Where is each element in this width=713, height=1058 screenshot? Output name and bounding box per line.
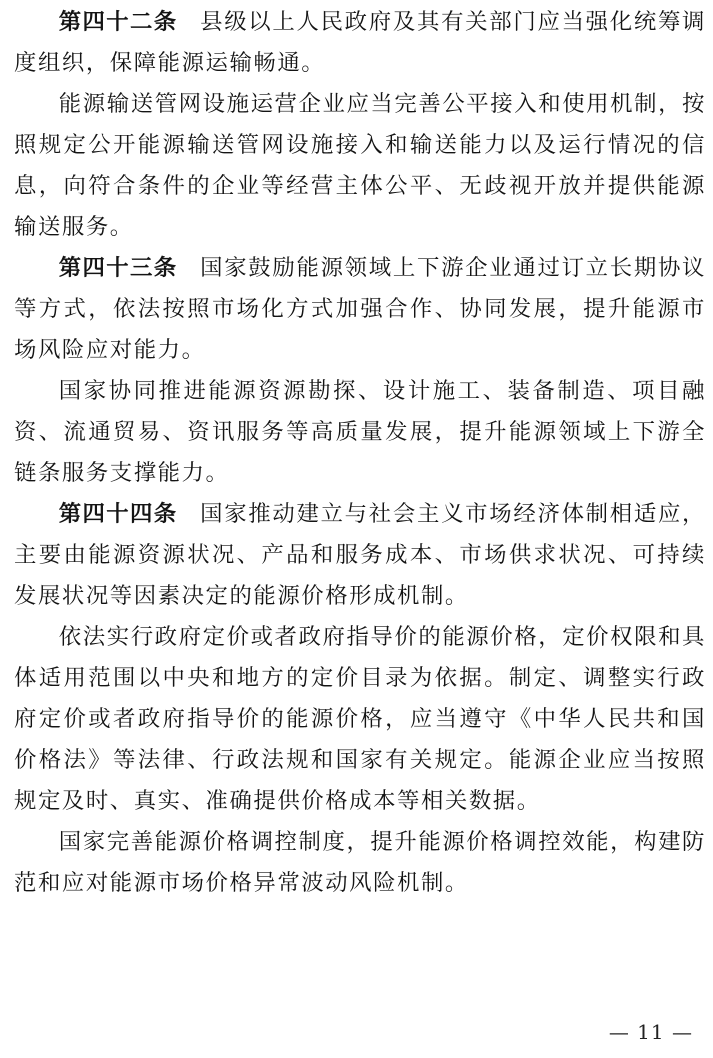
paragraph-text: 依法实行政府定价或者政府指导价的能源价格，定价权限和具体适用范围以中央和地方的定价目录为依据。制定、调整实行政府定价或者政府指导价的能源价格，应当遵守《中华人民共和国价格法》等法律、行政法规和国家有关规定。能源企业应当按照规定及时、真实、准确提供价格成本等相关数据。 — [14, 624, 706, 814]
paragraph-text: 国家鼓励能源领域上下游企业通过订立长期协议等方式，依法按照市场化方式加强合作、协同发展，提升能源市场风险应对能力。 — [14, 255, 706, 363]
paragraph-text: 国家协同推进能源资源勘探、设计施工、装备制造、项目融资、流通贸易、资讯服务等高质量发展，提升能源领域上下游全链条服务支撑能力。 — [14, 378, 706, 486]
paragraph-text: 国家完善能源价格调控制度，提升能源价格调控效能，构建防范和应对能源市场价格异常波动风险机制。 — [14, 829, 706, 896]
article-heading: 第四十三条 — [58, 255, 178, 281]
page-number: — 11 — — [608, 1020, 693, 1044]
article-heading: 第四十二条 — [58, 9, 178, 35]
article-43-paragraph — [14, 248, 706, 371]
article-42-paragraph — [14, 2, 706, 84]
article-heading: 第四十四条 — [58, 501, 178, 527]
document-page — [14, 0, 706, 904]
article-43-paragraph-2 — [14, 371, 706, 494]
paragraph-text: 能源输送管网设施运营企业应当完善公平接入和使用机制，按照规定公开能源输送管网设施接入和输送能力以及运行情况的信息，向符合条件的企业等经营主体公平、无歧视开放并提供能源输送服务。 — [14, 91, 706, 240]
article-44-paragraph-3 — [14, 822, 706, 904]
paragraph-text: 国家推动建立与社会主义市场经济体制相适应，主要由能源资源状况、产品和服务成本、市场供求状况、可持续发展状况等因素决定的能源价格形成机制。 — [14, 501, 706, 609]
article-42-paragraph-2 — [14, 84, 706, 248]
article-44-paragraph — [14, 494, 706, 617]
article-44-paragraph-2 — [14, 617, 706, 822]
paragraph-text: 县级以上人民政府及其有关部门应当强化统筹调度组织，保障能源运输畅通。 — [14, 9, 706, 76]
